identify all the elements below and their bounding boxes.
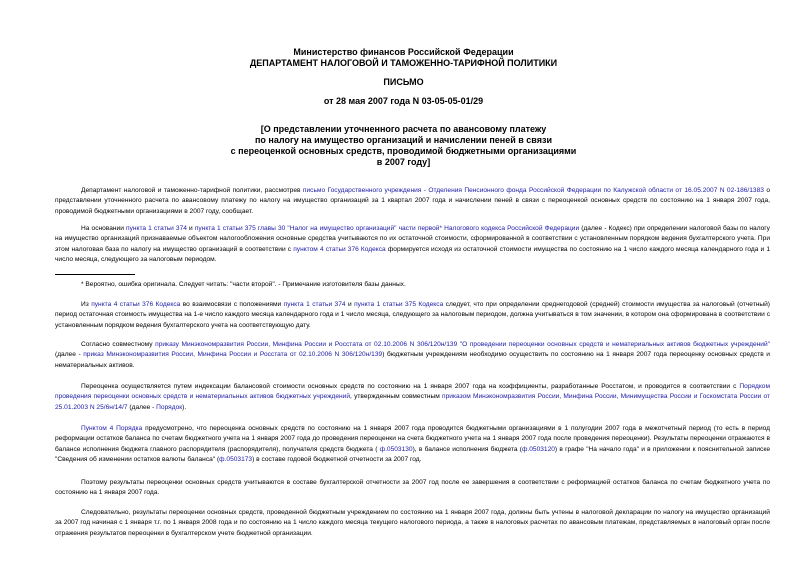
title-line: с переоценкой основных средств, проводимой бюджетными организациями bbox=[230, 146, 577, 156]
department-name: ДЕПАРТАМЕНТ НАЛОГОВОЙ И ТАМОЖЕННО-ТАРИФНОЙ ПОЛИТИКИ bbox=[249, 58, 558, 68]
paragraph-1 bbox=[55, 186, 770, 217]
link-revaluation-procedure[interactable]: Порядком проведения переоценки основных средств и нематериальных активов бюджетных учреждений bbox=[55, 383, 770, 401]
paragraph-6 bbox=[55, 424, 770, 466]
paragraph-7 bbox=[55, 478, 770, 499]
paragraph-8 bbox=[55, 508, 770, 539]
link-art376[interactable]: пунктом 4 статьи 376 Кодекса bbox=[293, 245, 386, 253]
ministry-name: Министерство финансов Российской Федерации bbox=[293, 47, 514, 57]
link-art374[interactable]: пункта 1 статьи 374 bbox=[126, 225, 187, 232]
link-art375[interactable]: пункта 1 статьи 375 Кодекса bbox=[354, 301, 444, 308]
text-span: во взаимосвязи с положениями bbox=[180, 301, 284, 308]
link-form-0503173[interactable]: ф.0503173 bbox=[219, 456, 253, 464]
paragraph-3 bbox=[55, 300, 770, 331]
link-art376[interactable]: пункта 4 статьи 376 Кодекса bbox=[91, 301, 181, 308]
link-procedure-item4[interactable]: Пунктом 4 Порядка bbox=[81, 425, 143, 432]
document-type: ПИСЬМО bbox=[383, 77, 424, 87]
text-span: Переоценка осуществляется путем индексации балансовой стоимости основных средств по состоянию на 1 января 2007 года на коэффициенты, разработанные Росстатом, и проводится в соответствии с bbox=[81, 383, 740, 390]
text-span: и bbox=[186, 225, 195, 232]
title-line: по налогу на имущество организаций и начислении пеней в связи bbox=[255, 135, 552, 145]
footnote-divider bbox=[55, 274, 135, 275]
text-span: (далее - bbox=[127, 403, 157, 411]
footnote bbox=[55, 280, 770, 290]
title-line: [О представлении уточненного расчета по авансовому платежу bbox=[260, 124, 547, 134]
text-span: (далее - Кодекс) при определении налоговой базы по налогу на имущество организаций признаваемые объектом налогообложения основные средства учитываются по их остаточной стоимости, сформированной в соответствии с установленным порядком ведения бухгалтерского учета. При этом налоговая база по налогу на имущество организаций в соответствии с bbox=[55, 225, 770, 253]
link-order-306[interactable]: приказу Минэкономразвития России, Минфина России и Росстата от 02.10.2006 N 306/120н/139 "О проведении переоценки основных средств и нематериальных активов бюджетных учреждений" bbox=[155, 341, 770, 348]
link-form-0503120[interactable]: ф.0503120 bbox=[521, 445, 555, 453]
text-span: формируется исходя из остаточной стоимости имущества по состоянию на 1 число каждого месяца календарного года и 1 число месяца, следующего за налоговым периодом. bbox=[55, 245, 770, 264]
link-pfr-letter[interactable]: письмо Государственного учреждения - Отделения Пенсионного фонда Российской Федерации по Калужской области от 16.05.2007 N 02-186/1383 bbox=[302, 187, 764, 194]
text-span: ), в балансе исполнения бюджета ( bbox=[412, 445, 522, 453]
link-order-306-short[interactable]: приказ Минэкономразвития России, Минфина России и Росстата от 02.10.2006 N 306/120н/139 bbox=[83, 351, 383, 359]
text-span: , утвержденным совместным bbox=[350, 393, 443, 401]
text-span: ) в графе "На начало года" и в приложении к пояснительной записке "Сведения об изменении остатков валюты баланса" ( bbox=[55, 445, 770, 464]
paragraph-5 bbox=[55, 382, 770, 413]
document-date-number: от 28 мая 2007 года N 03-05-05-01/29 bbox=[323, 96, 484, 106]
link-art375-tax-code[interactable]: пункта 1 статьи 375 главы 30 "Налог на имущество организаций" части первой* Налогового кодекса Российской Федерации bbox=[194, 225, 580, 232]
paragraph-4 bbox=[55, 340, 770, 371]
text-span: Согласно совместному bbox=[81, 341, 156, 348]
text-span: ). bbox=[182, 403, 187, 411]
text-span: и bbox=[345, 301, 355, 308]
footnote-text: * Вероятно, ошибка оригинала. Следует читать: "части второй". - Примечание изготовителя базы данных. bbox=[81, 281, 406, 288]
text-span: На основании bbox=[81, 225, 126, 232]
text-span: Из bbox=[81, 301, 92, 308]
text-span: Следовательно, результаты переоценки основных средств, проведенной бюджетным учреждением по состоянию на 1 января 2007 года, должны быть учтены в налоговой декларации по налогу на имущество организаций за 2007 год начиная с 1 января т.г. по 1 января 2008 года и по состоянию на 1 число каждого месяца текущего налогового периода, а также в налоговых расчетах по авансовым платежам, представляемых в налоговый орган после отражения результатов переоценки в бухгалтерском учете бюджетной организации. bbox=[55, 509, 770, 537]
text-span: предусмотрено, что переоценка основных средств по состоянию на 1 января 2007 года проводится бюджетными организациями в 1 полугодии 2007 года в межотчетный период (то есть в период реформации остатков баланса по счетам бюджетного учета на 1 января 2007 года до проведения переоценки на счета бюджетного учета на 1 января 2007 года после проведения переоценки). Результаты переоценки отражаются в балансе исполнения бюджета главного распорядителя (распорядителя), получателя средств бюджета ( bbox=[55, 425, 770, 453]
text-span: Департамент налоговой и таможенно-тарифной политики, рассмотрев bbox=[81, 187, 303, 194]
text-span: (далее - bbox=[55, 351, 84, 359]
link-procedure[interactable]: Порядок bbox=[156, 403, 183, 411]
link-form-0503130[interactable]: ф.0503130 bbox=[379, 445, 413, 453]
title-line: в 2007 году] bbox=[376, 157, 431, 167]
text-span: о представлении уточненного расчета по авансовому платежу по налогу на имущество организаций за 1 квартал 2007 года и начислении пеней в связи с переоценкой основных средств по состоянию на 1 января 2007 года, проводимой бюджетными организациями в 2007 году, сообщает. bbox=[55, 187, 770, 215]
text-span: следует, что при определении среднегодовой (средней) стоимости имущества за налоговый (отчетный) период остаточная стоимость имущества на 1-е число каждого месяца календарного года и 1 число месяца, следующего за налоговым периодом, должна учитываться в том значении, в котором она сформирована в соответствии с установленным порядком ведения бухгалтерского учета на соответствующую дату. bbox=[55, 301, 770, 329]
link-order-25[interactable]: приказом Минэкономразвития России, Минфина России, Минимущества России и Госкомстата России от 25.01.2003 N 25/6н/14/7 bbox=[55, 393, 771, 411]
text-span: ) бюджетным учреждениям необходимо осуществить по состоянию на 1 января 2007 года переоценку основных средств и нематериальных активов. bbox=[55, 351, 770, 369]
text-span: Поэтому результаты переоценки основных средств учитываются в составе бухгалтерской отчетности за 2007 год после ее завершения в соответствии с реформацией остатков баланса по счетам бюджетного учета по состоянию на 1 января 2007 года. bbox=[55, 479, 770, 497]
paragraph-2 bbox=[55, 224, 770, 266]
text-span: ) в составе годовой бюджетной отчетности за 2007 год. bbox=[252, 456, 422, 464]
link-art374[interactable]: пункта 1 статьи 374 bbox=[283, 301, 346, 308]
